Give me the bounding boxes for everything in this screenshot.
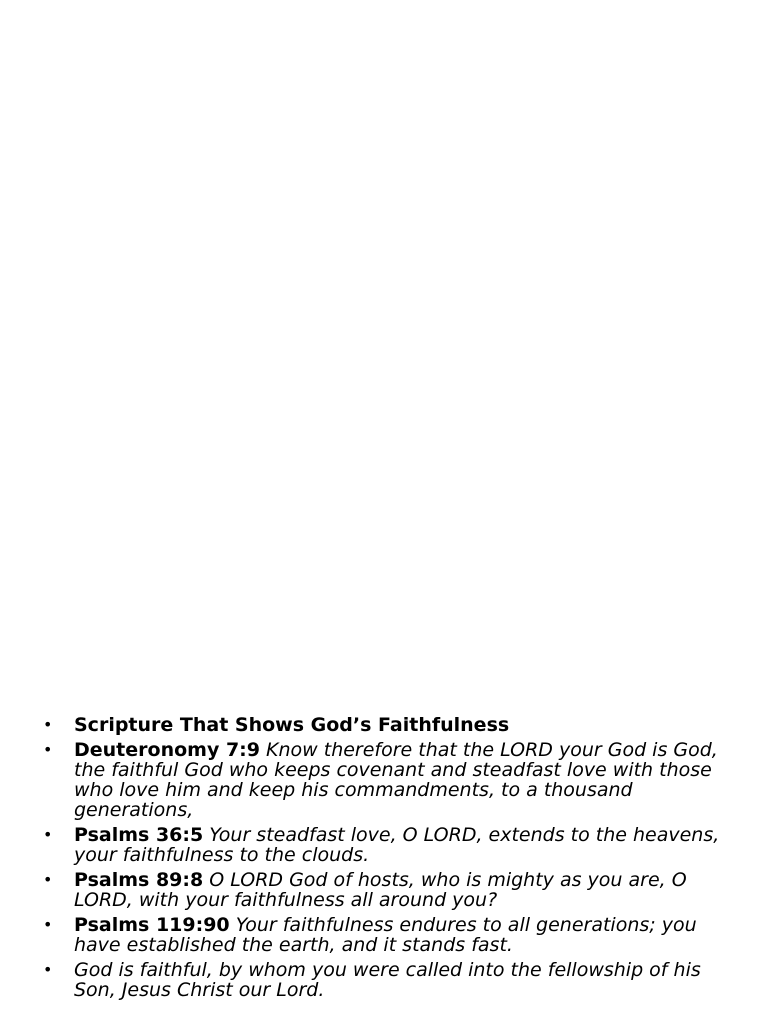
verse-text: O LORD God of hosts, who is mighty as you are, O LORD, with your faithfulness all around you? [74, 869, 687, 911]
verse-reference: Psalms 89:8 [74, 869, 204, 891]
bullet-icon: • [43, 960, 53, 979]
slide-heading: Scripture That Shows God’s Faithfulness [74, 714, 510, 736]
scripture-bullet-list [40, 715, 730, 1005]
verse-reference: Psalms 119:90 [74, 914, 230, 936]
bullet-icon: • [43, 870, 53, 889]
verse-reference: Deuteronomy 7:9 [74, 739, 260, 761]
list-item-psalms-89-8 [40, 870, 730, 910]
bullet-icon: • [43, 825, 53, 844]
verse-text: God is faithful, by whom you were called into the fellowship of his Son, Jesus Christ our Lord. [74, 959, 701, 1001]
bullet-icon: • [43, 715, 53, 734]
list-item-psalms-36-5 [40, 825, 730, 865]
list-item-heading [40, 715, 730, 735]
list-item-god-is-faithful [40, 960, 730, 1000]
verse-text: Know therefore that the LORD your God is God, the faithful God who keeps covenant and steadfast love with those who love him and keep his commandments, to a thousand generations, [74, 739, 718, 821]
verse-reference: Psalms 36:5 [74, 824, 204, 846]
list-item-deuteronomy-7-9 [40, 740, 730, 820]
list-item-psalms-119-90 [40, 915, 730, 955]
bullet-icon: • [43, 740, 53, 759]
verse-text: Your faithfulness endures to all generations; you have established the earth, and it stands fast. [74, 914, 697, 956]
verse-text: Your steadfast love, O LORD, extends to the heavens, your faithfulness to the clouds. [74, 824, 720, 866]
bullet-icon: • [43, 915, 53, 934]
